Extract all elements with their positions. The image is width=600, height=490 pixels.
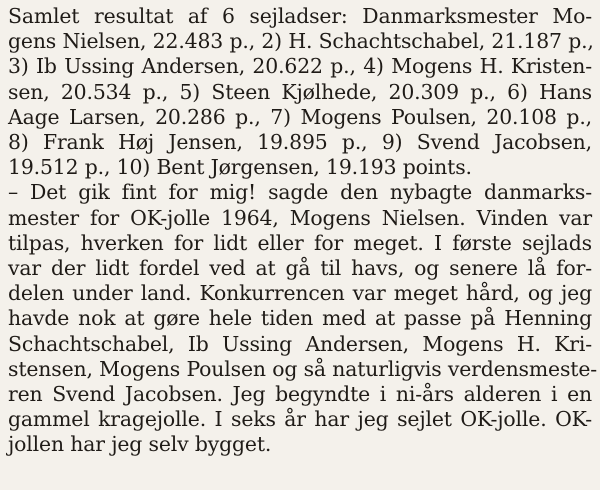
text-line: var der lidt fordel ved at gå til havs, og senere lå for-	[8, 256, 592, 281]
text-line: 19.512 p., 10) Bent Jørgensen, 19.193 points.	[8, 155, 472, 180]
text-line: ren Svend Jacobsen. Jeg begyndte i ni-års alderen i en	[8, 382, 592, 407]
text-line: gammel kragejolle. I seks år har jeg sejlet OK-jolle. OK-	[8, 407, 592, 432]
text-line: havde nok at gøre hele tiden med at passe på Henning	[8, 306, 592, 331]
text-line: 3) Ib Ussing Andersen, 20.622 p., 4) Mogens H. Kristen-	[8, 54, 592, 79]
quote-paragraph	[8, 180, 597, 457]
text-line: 8) Frank Høj Jensen, 19.895 p., 9) Svend Jacobsen,	[8, 130, 592, 155]
text-line: stensen, Mogens Poulsen og så naturligvis verdensmeste-	[8, 356, 597, 381]
text-line: Schachtschabel, Ib Ussing Andersen, Mogens H. Kri-	[8, 331, 592, 356]
text-line: jollen har jeg selv bygget.	[8, 432, 272, 457]
text-line: Samlet resultat af 6 sejladser: Danmarksmester Mo-	[8, 4, 592, 28]
article-text	[8, 4, 597, 458]
text-line: mester for OK-jolle 1964, Mogens Nielsen. Vinden var	[8, 205, 592, 230]
text-line: sen, 20.534 p., 5) Steen Kjølhede, 20.309 p., 6) Hans	[8, 79, 592, 104]
text-line: delen under land. Konkurrencen var meget hård, og jeg	[8, 281, 592, 306]
text-line: – Det gik fint for mig! sagde den nybagte danmarks-	[8, 180, 592, 205]
text-line: Aage Larsen, 20.286 p., 7) Mogens Poulsen, 20.108 p.,	[8, 104, 592, 129]
results-paragraph	[8, 4, 592, 180]
text-line: tilpas, hverken for lidt eller for meget. I første sejlads	[8, 230, 592, 255]
text-line: gens Nielsen, 22.483 p., 2) H. Schachtschabel, 21.187 p.,	[8, 29, 594, 54]
